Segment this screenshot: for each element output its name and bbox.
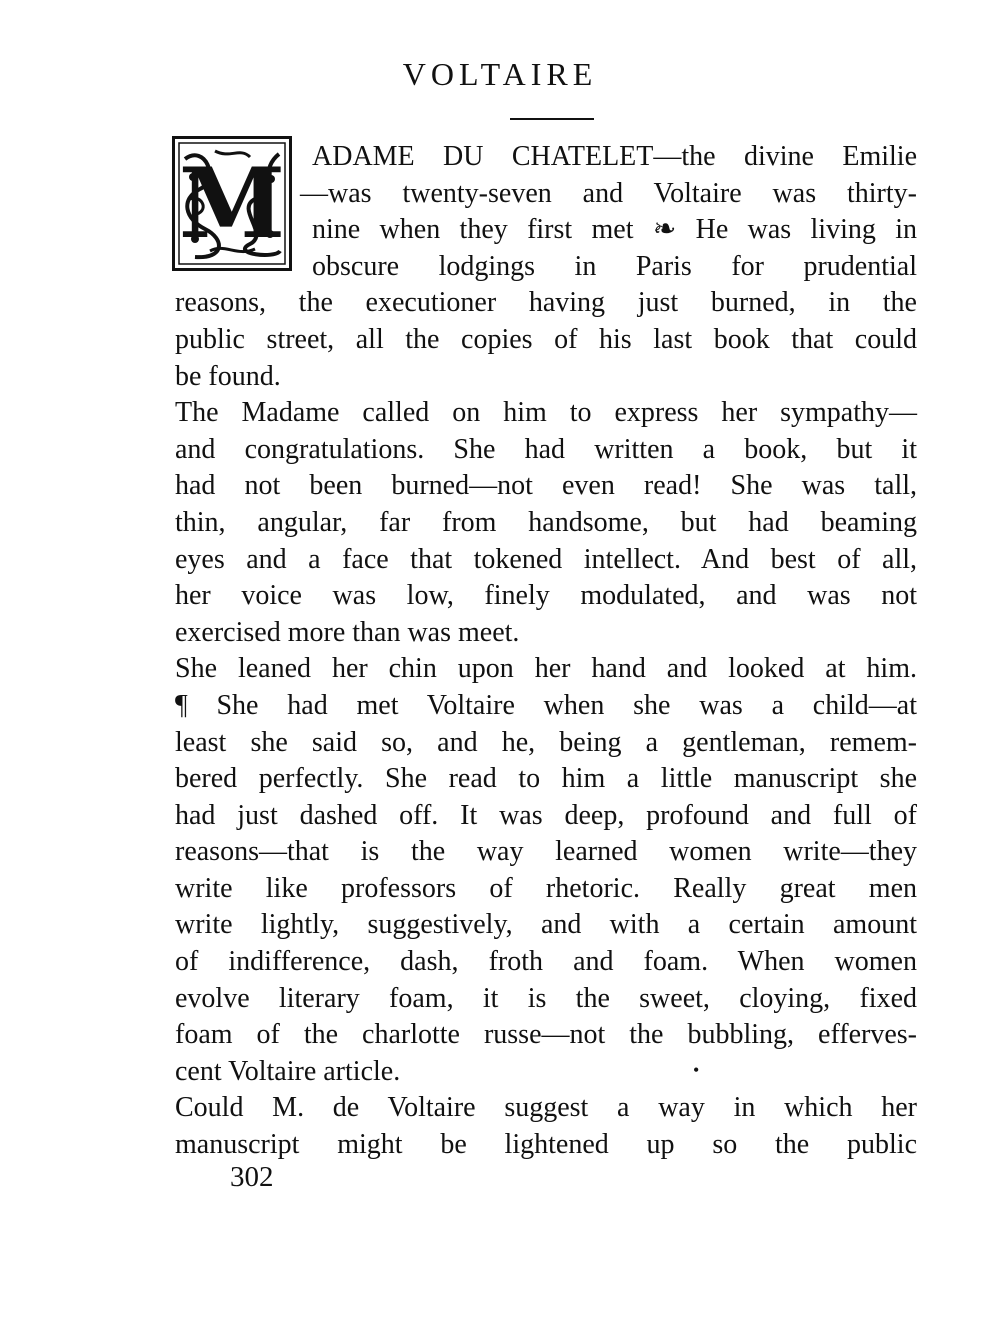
text-line: bered perfectly. She read to him a little manuscript she xyxy=(175,763,917,795)
text-line: —was twenty-seven and Voltaire was thirty- xyxy=(300,177,917,209)
text-line: foam of the charlotte russe—not the bubbling, efferves- xyxy=(175,1019,917,1051)
text-line: had not been burned—not even read! She was tall, xyxy=(175,470,917,502)
text-line: least she said so, and he, being a gentleman, remem- xyxy=(175,726,917,758)
text-line: manuscript might be lightened up so the public xyxy=(175,1129,917,1161)
text-line: cent Voltaire article. xyxy=(175,1055,401,1087)
text-line: exercised more than was meet. xyxy=(175,616,520,648)
text-line: public street, all the copies of his last book that could xyxy=(175,323,917,355)
text-line: thin, angular, far from handsome, but had beaming xyxy=(175,506,917,538)
text-line: and congratulations. She had written a book, but it xyxy=(175,433,917,465)
head-rule xyxy=(510,118,594,120)
text-line: eyes and a face that tokened intellect. And best of all, xyxy=(175,543,917,575)
drop-cap-letter: M xyxy=(178,147,286,260)
text-line: write like professors of rhetoric. Really great men xyxy=(175,872,917,904)
text-line: her voice was low, finely modulated, and was not xyxy=(175,580,917,612)
text-line: had just dashed off. It was deep, profound and full of xyxy=(175,799,917,831)
text-line: reasons, the executioner having just burned, in the xyxy=(175,287,917,319)
page-number: 302 xyxy=(230,1161,274,1193)
text-line: ADAME DU CHATELET—the divine Emilie xyxy=(312,141,917,172)
text-line: ¶ She had met Voltaire when she was a child—at xyxy=(175,689,917,721)
text-line: She leaned her chin upon her hand and looked at him. xyxy=(175,653,917,685)
text-line: Could M. de Voltaire suggest a way in which her xyxy=(175,1092,917,1124)
text-line: The Madame called on him to express her sympathy— xyxy=(175,397,917,429)
text-line: be found. xyxy=(175,360,281,392)
text-line: obscure lodgings in Paris for prudential xyxy=(312,250,917,282)
text-line: reasons—that is the way learned women write—they xyxy=(175,836,917,868)
text-line: of indifference, dash, froth and foam. When women xyxy=(175,946,917,978)
text-line: evolve literary foam, it is the sweet, cloying, fixed xyxy=(175,982,917,1014)
text-line: write lightly, suggestively, and with a certain amount xyxy=(175,909,917,941)
running-head: VOLTAIRE xyxy=(402,56,598,92)
print-speck: • xyxy=(693,1060,700,1080)
body-text xyxy=(175,139,917,1164)
text-line: nine when they first met ❧ He was living in xyxy=(312,214,917,246)
